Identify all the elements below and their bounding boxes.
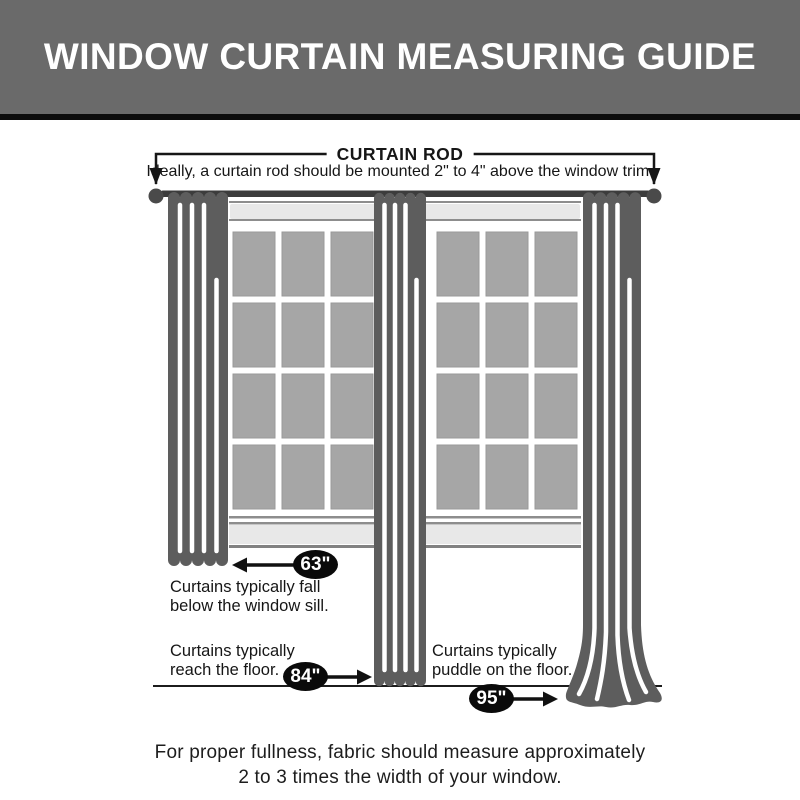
- fullness-note-line1: For proper fullness, fabric should measure approximately: [154, 742, 646, 763]
- arrow-63-head-icon: [232, 558, 247, 573]
- curtain-rod-label: CURTAIN ROD: [327, 144, 474, 164]
- window-pane: [437, 232, 479, 296]
- caption-line: reach the floor.: [170, 661, 280, 679]
- rod-finial-right: [647, 189, 662, 204]
- window-pane: [282, 232, 324, 296]
- caption-84-inch: [170, 642, 295, 680]
- caption-line: Curtains typically: [432, 642, 557, 660]
- window-pane: [437, 445, 479, 509]
- window-pane: [233, 374, 275, 438]
- window-pane: [486, 303, 528, 367]
- window-pane: [486, 374, 528, 438]
- caption-63-inch: [170, 578, 329, 616]
- window-pane: [331, 303, 373, 367]
- caption-line: puddle on the floor.: [432, 661, 573, 679]
- window-pane: [535, 232, 577, 296]
- window-pane: [437, 374, 479, 438]
- badge-95-inch: 95": [469, 684, 514, 713]
- window-pane: [331, 232, 373, 296]
- curtain-84-inch: [374, 193, 426, 686]
- window-pane: [331, 445, 373, 509]
- window-pane: [535, 303, 577, 367]
- window-pane: [535, 445, 577, 509]
- caption-line: below the window sill.: [170, 597, 329, 615]
- caption-line: Curtains typically fall: [170, 578, 321, 596]
- window-pane: [486, 232, 528, 296]
- curtain-rod: [161, 191, 650, 198]
- window-pane: [331, 374, 373, 438]
- arrow-84-head-icon: [357, 670, 372, 685]
- badge-63-inch: 63": [293, 550, 338, 579]
- window-pane: [486, 445, 528, 509]
- fullness-note: [0, 740, 800, 790]
- window-pane: [535, 374, 577, 438]
- window-pane: [233, 303, 275, 367]
- caption-95-inch: [432, 642, 572, 680]
- window-pane: [233, 445, 275, 509]
- window-pane: [282, 374, 324, 438]
- badge-84-inch: 84": [283, 662, 328, 691]
- caption-line: Curtains typically: [170, 642, 295, 660]
- curtain-63-inch: [168, 192, 228, 566]
- window-pane: [282, 445, 324, 509]
- fullness-note-line2: 2 to 3 times the width of your window.: [238, 767, 562, 788]
- rod-finial-left: [149, 189, 164, 204]
- page-title: WINDOW CURTAIN MEASURING GUIDE: [43, 36, 757, 77]
- rod-mounting-note: Ideally, a curtain rod should be mounted 2" to 4" above the window trim.: [146, 163, 654, 180]
- arrow-95-head-icon: [543, 692, 558, 707]
- window-pane: [282, 303, 324, 367]
- window-pane: [233, 232, 275, 296]
- window-pane: [437, 303, 479, 367]
